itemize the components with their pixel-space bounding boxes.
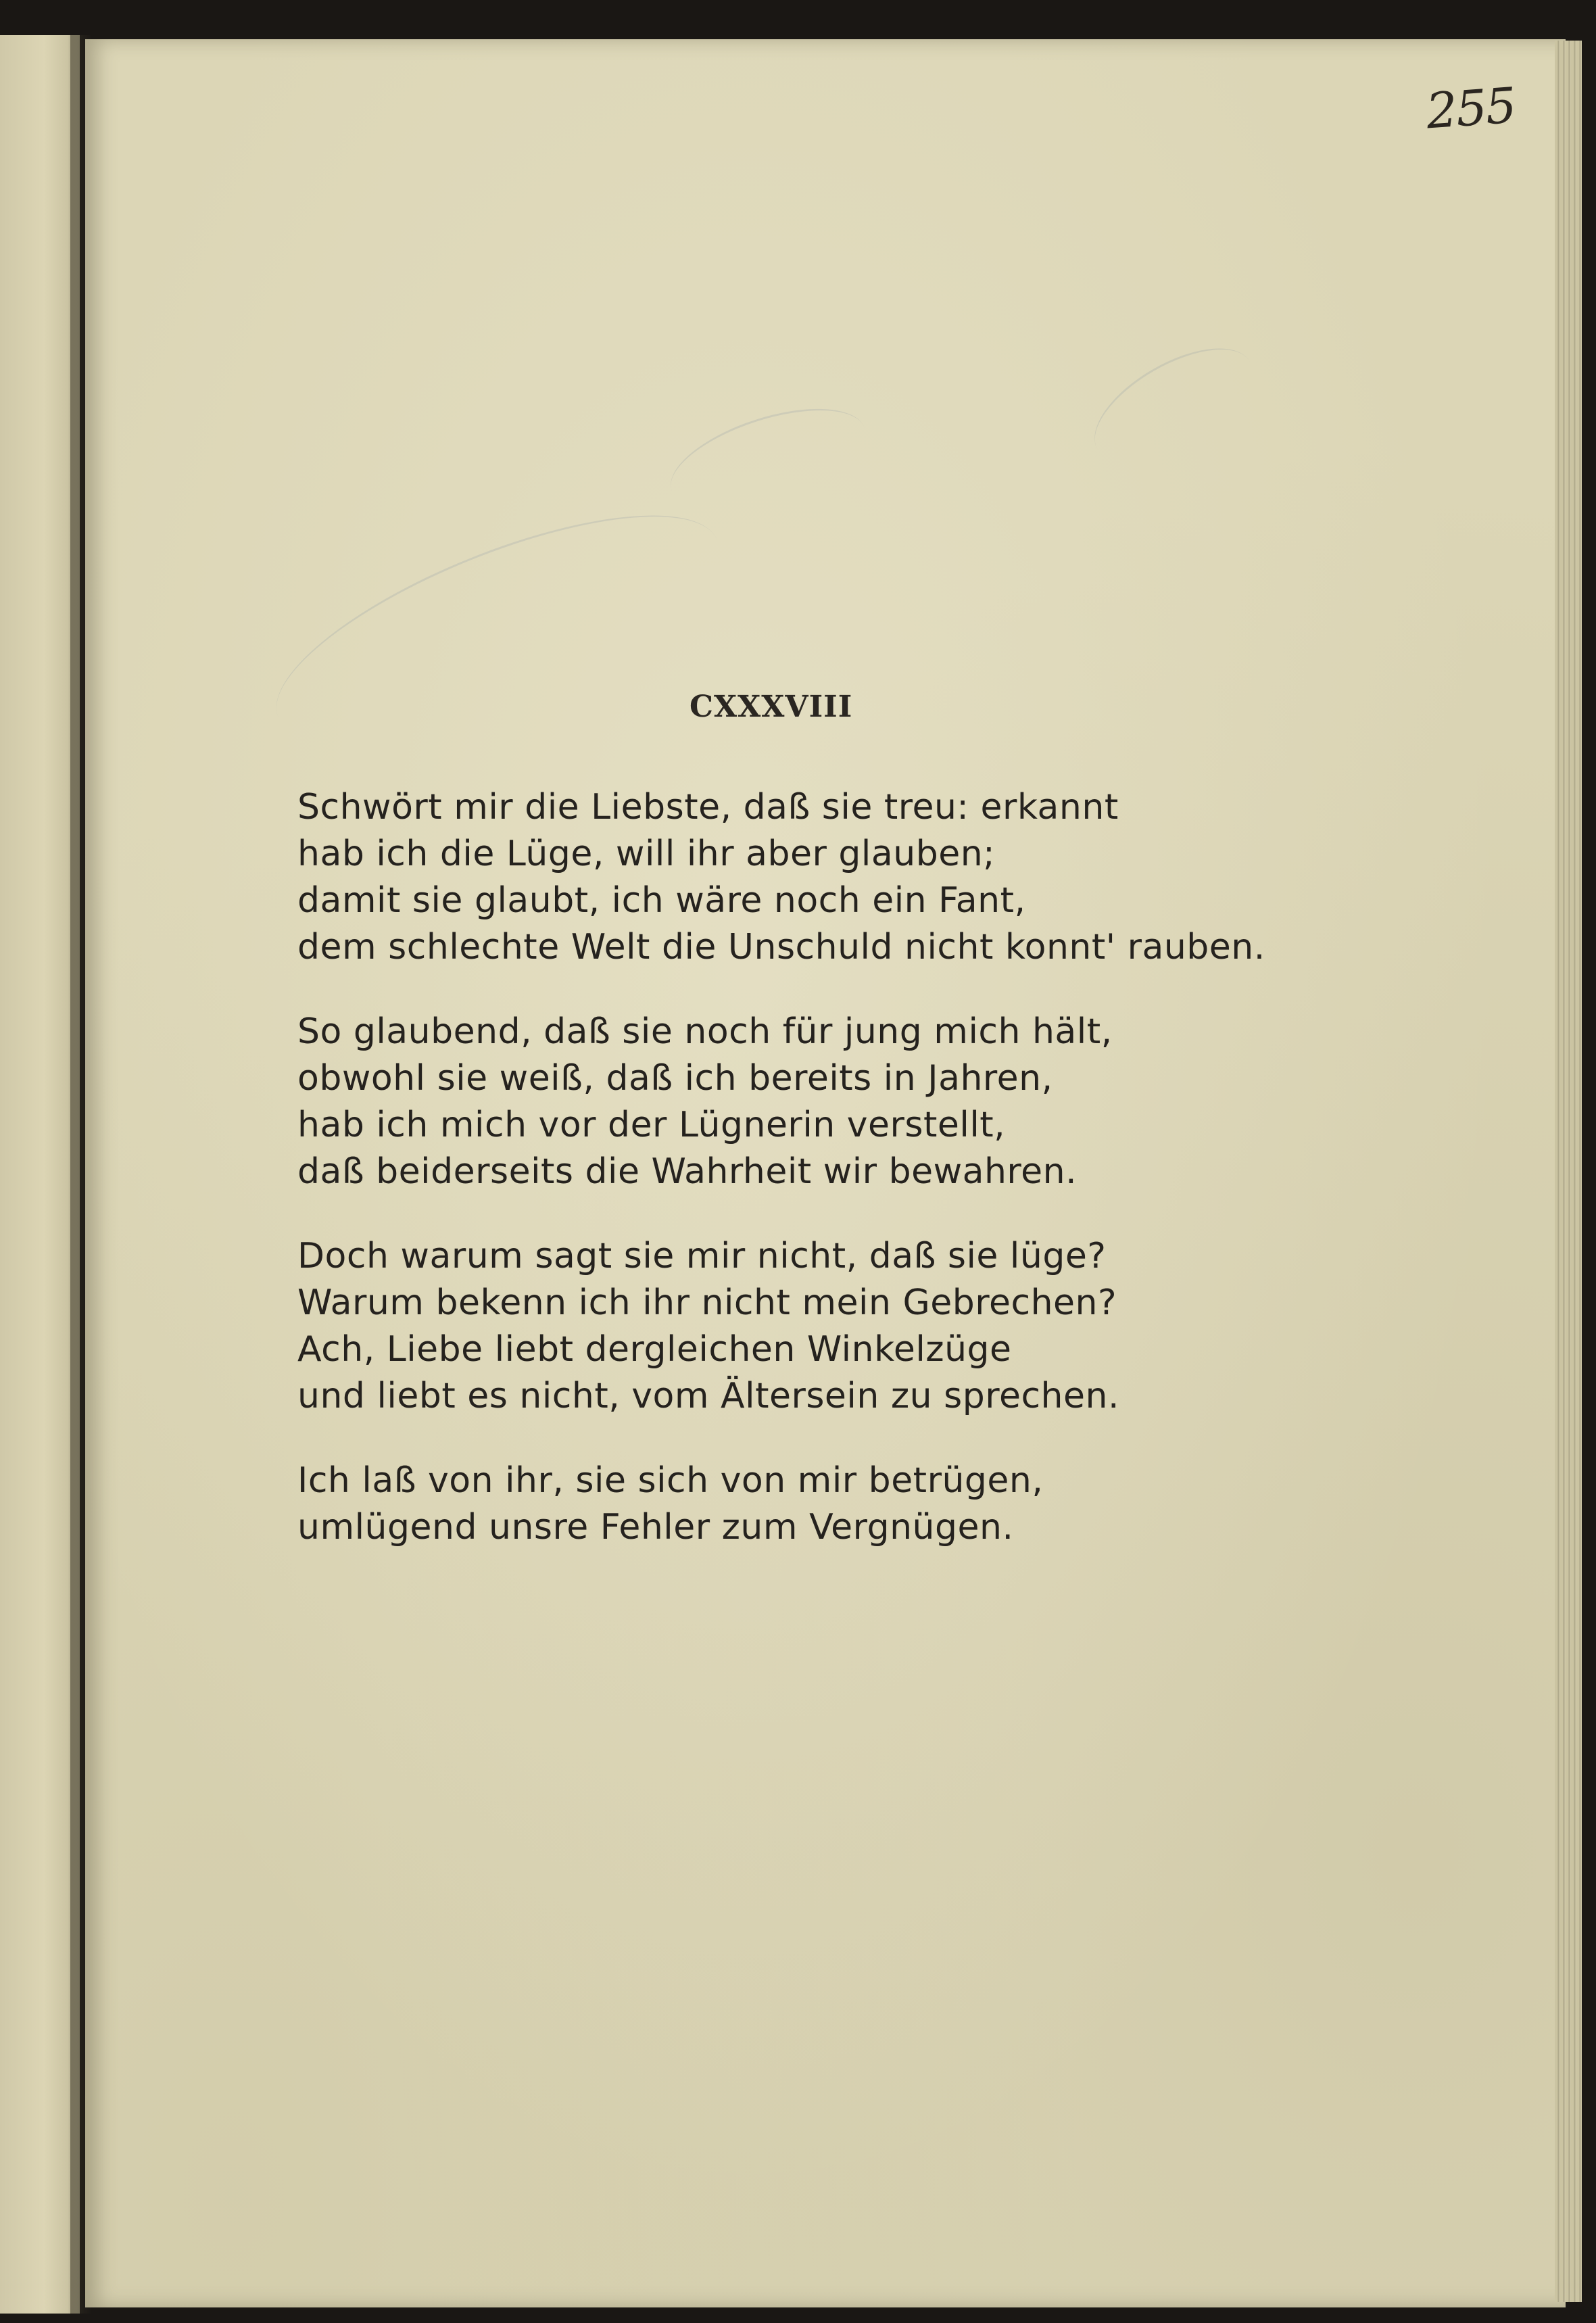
poem-line: hab ich die Lüge, will ihr aber glauben; <box>297 834 996 874</box>
poem-body <box>297 784 1379 1589</box>
poem-line: Ich laß von ihr, sie sich von mir betrügen, <box>297 1460 1044 1501</box>
poem-line: obwohl sie weiß, daß ich bereits in Jahren, <box>297 1058 1053 1099</box>
pencil-mark <box>1077 325 1271 485</box>
previous-page-edge <box>0 35 80 2314</box>
stanza-2 <box>297 1009 1379 1195</box>
poem-line: Warum bekenn ich ihr nicht mein Gebrechen? <box>297 1283 1117 1323</box>
stanza-4 <box>297 1458 1379 1551</box>
page-edges <box>1555 41 1582 2302</box>
poem-line: daß beiderseits die Wahrheit wir bewahren. <box>297 1151 1078 1192</box>
poem-line: damit sie glaubt, ich wäre noch ein Fant, <box>297 880 1026 921</box>
pencil-mark <box>250 470 746 787</box>
poem-title: CXXXVIII <box>690 690 853 724</box>
poem-line: Ach, Liebe liebt dergleichen Winkelzüge <box>297 1329 1012 1370</box>
poem-line: dem schlechte Welt die Unschuld nicht konnt' rauben. <box>297 927 1265 967</box>
poem-line: umlügend unsre Fehler zum Vergnügen. <box>297 1507 1014 1548</box>
poem-line: und liebt es nicht, vom Ältersein zu sprechen. <box>297 1376 1119 1416</box>
poem-line: Doch warum sagt sie mir nicht, daß sie lüge? <box>297 1236 1107 1276</box>
poem-line: hab ich mich vor der Lügnerin verstellt, <box>297 1105 1006 1145</box>
page-number: 255 <box>1424 76 1518 140</box>
poem-line: Schwört mir die Liebste, daß sie treu: erkannt <box>297 787 1119 828</box>
pencil-mark <box>658 389 877 531</box>
stanza-1 <box>297 784 1379 971</box>
stanza-3 <box>297 1233 1379 1420</box>
poem-line: So glaubend, daß sie noch für jung mich hält, <box>297 1011 1113 1052</box>
